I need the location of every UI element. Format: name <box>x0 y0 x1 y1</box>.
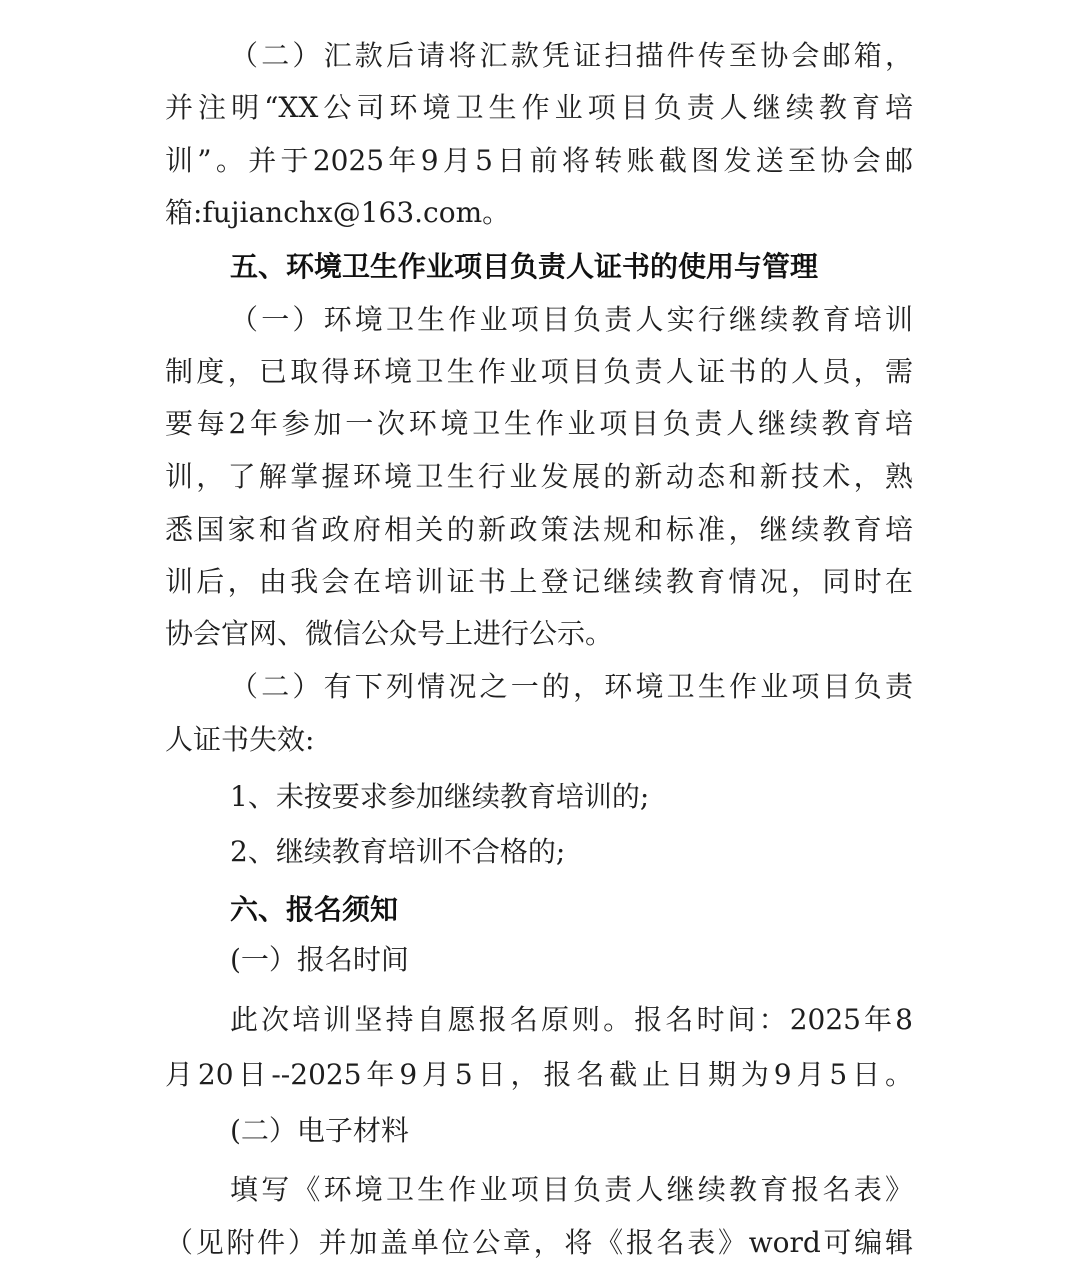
paragraph-line: 悉国家和省政府相关的新政策法规和标准，继续教育培 <box>165 513 913 546</box>
subsection-title-electronic-materials: (二）电子材料 <box>230 1114 409 1147</box>
section-heading-5: 五、环境卫生作业项目负责人证书的使用与管理 <box>230 250 819 283</box>
paragraph-line: （一）环境卫生作业项目负责人实行继续教育培训 <box>230 303 913 336</box>
paragraph-line: 训，了解掌握环境卫生行业发展的新动态和新技术，熟 <box>165 460 913 493</box>
paragraph-line: 训后，由我会在培训证书上登记继续教育情况，同时在 <box>165 565 913 598</box>
paragraph-line-email: 箱:fujianchx@163.com。 <box>165 196 511 229</box>
paragraph-line: 填写《环境卫生作业项目负责人继续教育报名表》 <box>230 1173 913 1206</box>
section-heading-6: 六、报名须知 <box>230 893 399 926</box>
paragraph-line: 协会官网、微信公众号上进行公示。 <box>165 617 614 650</box>
paragraph-line: （二）汇款后请将汇款凭证扫描件传至协会邮箱， <box>230 39 913 72</box>
paragraph-line: （二）有下列情况之一的，环境卫生作业项目负责 <box>230 670 913 703</box>
paragraph-line: 制度，已取得环境卫生作业项目负责人证书的人员，需 <box>165 355 913 388</box>
condition-item-1: 1、未按要求参加继续教育培训的; <box>230 780 650 813</box>
paragraph-line: 月20日--2025年9月5日，报名截止日期为9月5日。 <box>165 1058 913 1091</box>
paragraph-line: 并注明“XX公司环境卫生作业项目负责人继续教育培 <box>165 91 913 124</box>
condition-item-2: 2、继续教育培训不合格的; <box>230 835 566 868</box>
subsection-title-registration-time: (一）报名时间 <box>230 943 409 976</box>
paragraph-line: 人证书失效: <box>165 723 315 756</box>
paragraph-line: 此次培训坚持自愿报名原则。报名时间：2025年8 <box>230 1003 913 1036</box>
paragraph-line: 要每2年参加一次环境卫生作业项目负责人继续教育培 <box>165 407 913 440</box>
paragraph-line: （见附件）并加盖单位公章，将《报名表》word可编辑 <box>165 1226 913 1259</box>
paragraph-line: 训”。并于2025年9月5日前将转账截图发送至协会邮 <box>165 144 913 177</box>
